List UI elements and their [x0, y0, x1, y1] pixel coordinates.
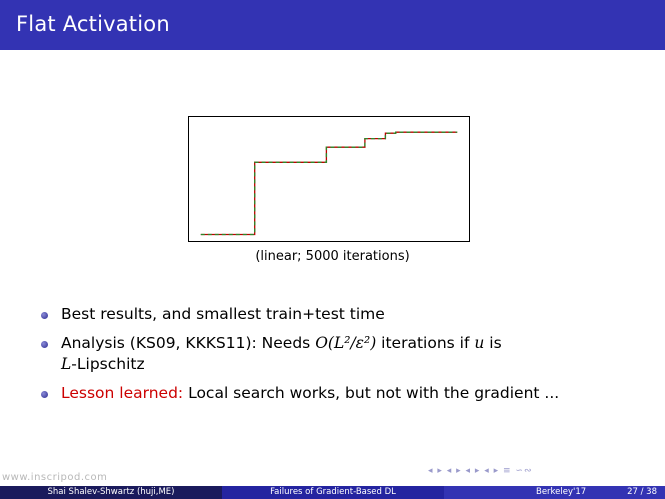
- watermark: www.inscripod.com: [2, 472, 108, 483]
- bullet-math-L: L: [61, 355, 72, 373]
- bullet-text-2c: is: [484, 334, 502, 352]
- footer-bar: [0, 486, 665, 499]
- bullet-math-u: u: [474, 334, 485, 352]
- footer-author: Shai Shalev-Shwartz (huji,ME): [0, 486, 222, 499]
- title-bar: [0, 0, 665, 50]
- bullet-dot-icon: [41, 341, 48, 348]
- plot-frame: [189, 117, 470, 242]
- bullet-text-1: Best results, and smallest train+test time: [61, 305, 385, 323]
- bullet-text-2d: -Lipschitz: [71, 355, 145, 373]
- bullet-math-complexity: O(L²/ε²): [315, 334, 377, 352]
- footer-page-number: 27 / 38: [627, 487, 657, 497]
- bullet-item-2: [40, 333, 640, 375]
- bullet-item-1: [40, 304, 640, 325]
- slide-title: Flat Activation: [16, 12, 170, 36]
- step-plot: [188, 116, 470, 242]
- bullet-dot-icon: [41, 391, 48, 398]
- footer-talk-title: Failures of Gradient-Based DL: [222, 486, 444, 499]
- footer-venue: Berkeley'17: [536, 487, 587, 497]
- bullet-item-3: [40, 383, 640, 404]
- lesson-learned-label: Lesson learned:: [61, 384, 184, 402]
- bullet-text-2a: Analysis (KS09, KKKS11): Needs: [61, 334, 316, 352]
- beamer-navigation-icons[interactable]: ◂ ▸ ◂ ▸ ◂ ▸ ◂ ▸ ≡ ∽∾: [428, 466, 533, 476]
- bullet-text-2b: iterations if: [376, 334, 475, 352]
- bullet-text-3: Local search works, but not with the gradient ...: [183, 384, 560, 402]
- plot-caption: (linear; 5000 iterations): [255, 249, 410, 264]
- bullet-list: [40, 304, 640, 412]
- footer-right: [444, 486, 665, 499]
- bullet-dot-icon: [41, 312, 48, 319]
